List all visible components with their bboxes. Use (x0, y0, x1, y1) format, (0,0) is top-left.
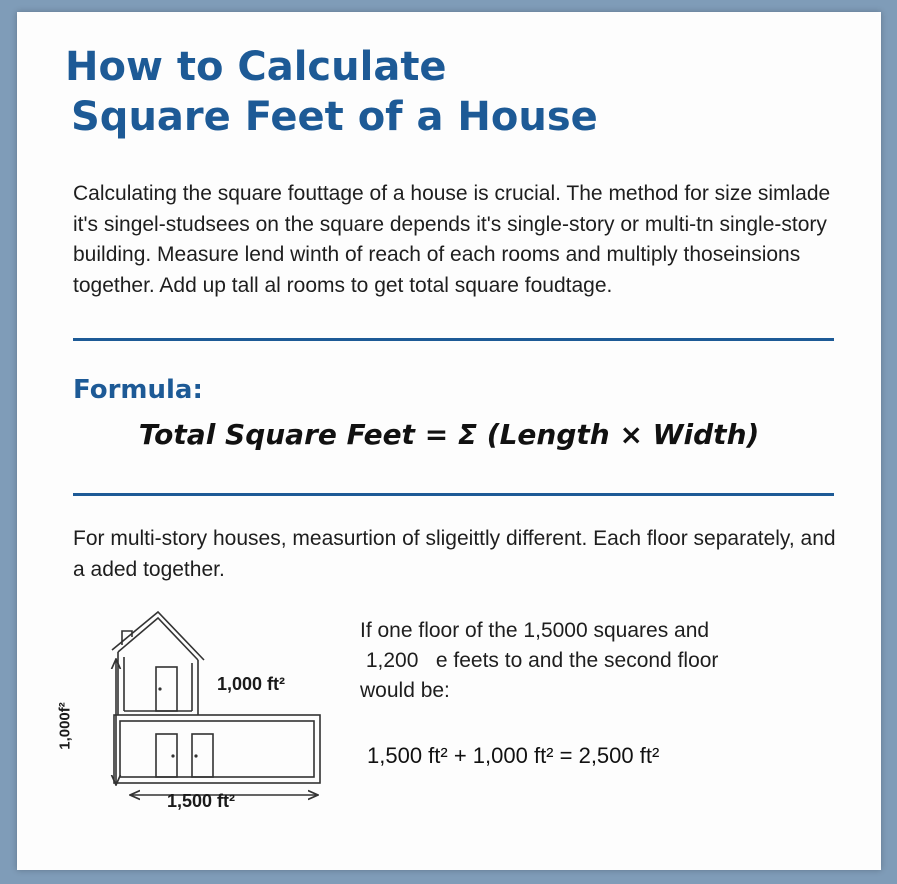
upper-walls (118, 652, 198, 715)
page-title (65, 42, 598, 142)
floor-area-label: 1,000 ft² (217, 674, 286, 694)
example-line-2: 1,200 e feets to and the second floor (360, 649, 719, 672)
height-label: 1,000f² (56, 702, 74, 750)
document-card (17, 12, 881, 870)
width-label: 1,500 ft² (167, 791, 236, 811)
section-divider-top (73, 338, 834, 341)
intro-paragraph: Calculating the square fouttage of a house is crucial. The method for size simlade it's singel-studsees on the square depends it's single-story or multi-tn single-story building. Measure lend winth of reach of each rooms and multiply thoseinsions together. Add up tall al rooms to get total square foudtage. (73, 182, 831, 297)
formula-heading: Formula: (73, 375, 203, 405)
example-paragraph (360, 616, 820, 706)
example-equation: 1,500 ft² + 1,000 ft² = 2,500 ft² (367, 743, 660, 768)
house-diagram (72, 607, 322, 822)
example-line-3: would be: (360, 679, 450, 702)
formula-expression: Total Square Feet = Σ (Length × Width) (138, 418, 760, 451)
lower-floor (114, 715, 320, 783)
title-line-2: Square Feet of a House (71, 94, 598, 140)
section-divider-bottom (73, 493, 834, 496)
example-line-1: If one floor of the 1,5000 squares and (360, 619, 710, 642)
title-line-1: How to Calculate (65, 44, 447, 90)
multistory-paragraph: For multi-story houses, measurtion of sligeittly different. Each floor separately, and a aded together. (73, 527, 836, 581)
